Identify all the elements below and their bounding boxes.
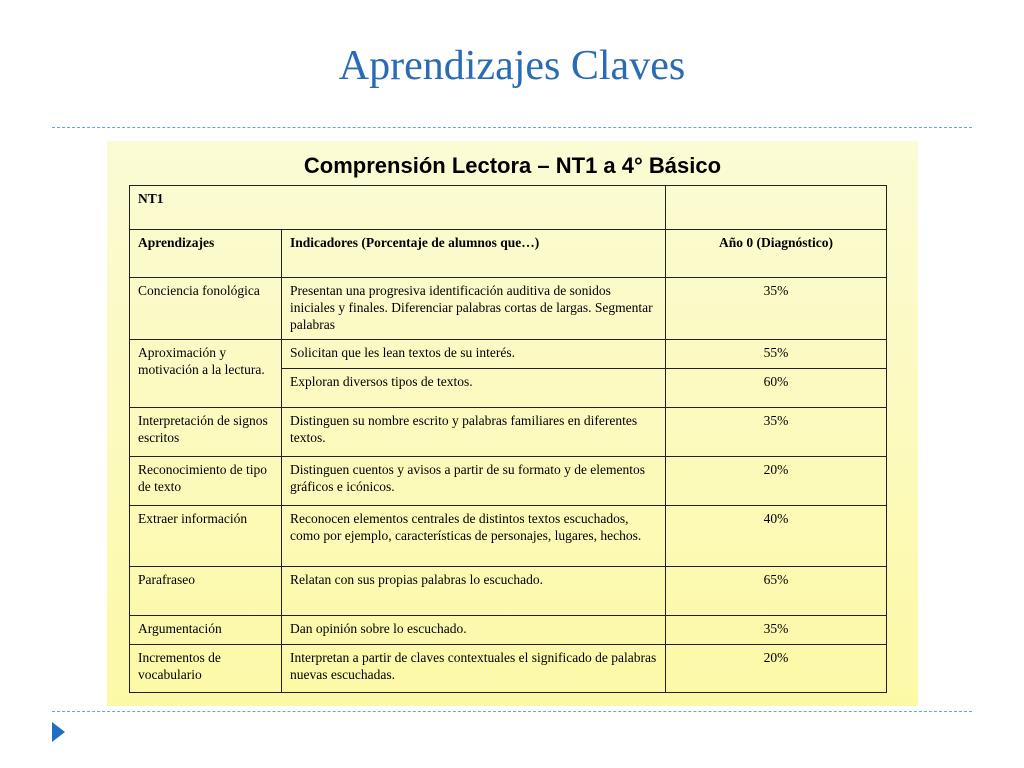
cell-aprendizaje: Conciencia fonológica xyxy=(130,278,282,340)
cell-indicador: Dan opinión sobre lo escuchado. xyxy=(282,616,666,645)
cell-aprendizaje: Incrementos de vocabulario xyxy=(130,645,282,693)
cell-valor: 55% xyxy=(666,340,887,369)
header-row xyxy=(130,230,887,278)
level-row xyxy=(130,186,887,230)
level-right-cell xyxy=(666,186,887,230)
cell-indicador: Solicitan que les lean textos de su interés. xyxy=(282,340,666,369)
cell-indicador: Exploran diversos tipos de textos. xyxy=(282,369,666,408)
bottom-divider xyxy=(52,711,972,712)
table-row xyxy=(130,506,887,567)
table-row xyxy=(130,616,887,645)
cell-aprendizaje: Argumentación xyxy=(130,616,282,645)
cell-valor: 40% xyxy=(666,506,887,567)
cell-valor: 35% xyxy=(666,616,887,645)
cell-indicador: Presentan una progresiva identificación auditiva de sonidos iniciales y finales. Diferenciar palabras cortas de largas. Segmentar palabras xyxy=(282,278,666,340)
cell-aprendizaje: Extraer información xyxy=(130,506,282,567)
cell-valor: 60% xyxy=(666,369,887,408)
cell-aprendizaje: Interpretación de signos escritos xyxy=(130,408,282,457)
learning-table xyxy=(129,185,887,693)
cell-valor: 35% xyxy=(666,278,887,340)
header-indicadores: Indicadores (Porcentaje de alumnos que…) xyxy=(282,230,666,278)
table-row xyxy=(130,645,887,693)
table-row xyxy=(130,457,887,506)
cell-aprendizaje: Aproximación y motivación a la lectura. xyxy=(130,340,282,408)
level-cell: NT1 xyxy=(130,186,666,230)
cell-indicador: Reconocen elementos centrales de distintos textos escuchados, como por ejemplo, características de personajes, lugares, hechos. xyxy=(282,506,666,567)
cell-indicador: Distinguen su nombre escrito y palabras familiares en diferentes textos. xyxy=(282,408,666,457)
table-row xyxy=(130,567,887,616)
cell-indicador: Interpretan a partir de claves contextuales el significado de palabras nuevas escuchadas. xyxy=(282,645,666,693)
next-arrow-icon xyxy=(52,722,65,742)
top-divider xyxy=(52,127,972,128)
cell-valor: 65% xyxy=(666,567,887,616)
cell-valor: 20% xyxy=(666,645,887,693)
panel-title: Comprensión Lectora – NT1 a 4° Básico xyxy=(303,153,722,178)
table-panel xyxy=(107,141,918,706)
header-ano: Año 0 (Diagnóstico) xyxy=(666,230,887,278)
table-row xyxy=(130,340,887,369)
cell-valor: 35% xyxy=(666,408,887,457)
cell-indicador: Distinguen cuentos y avisos a partir de su formato y de elementos gráficos e icónicos. xyxy=(282,457,666,506)
cell-aprendizaje: Reconocimiento de tipo de texto xyxy=(130,457,282,506)
slide-title: Aprendizajes Claves xyxy=(338,43,686,89)
header-aprendizajes: Aprendizajes xyxy=(130,230,282,278)
table-row xyxy=(130,408,887,457)
table-row xyxy=(130,278,887,340)
cell-valor: 20% xyxy=(666,457,887,506)
cell-aprendizaje: Parafraseo xyxy=(130,567,282,616)
cell-indicador: Relatan con sus propias palabras lo escuchado. xyxy=(282,567,666,616)
